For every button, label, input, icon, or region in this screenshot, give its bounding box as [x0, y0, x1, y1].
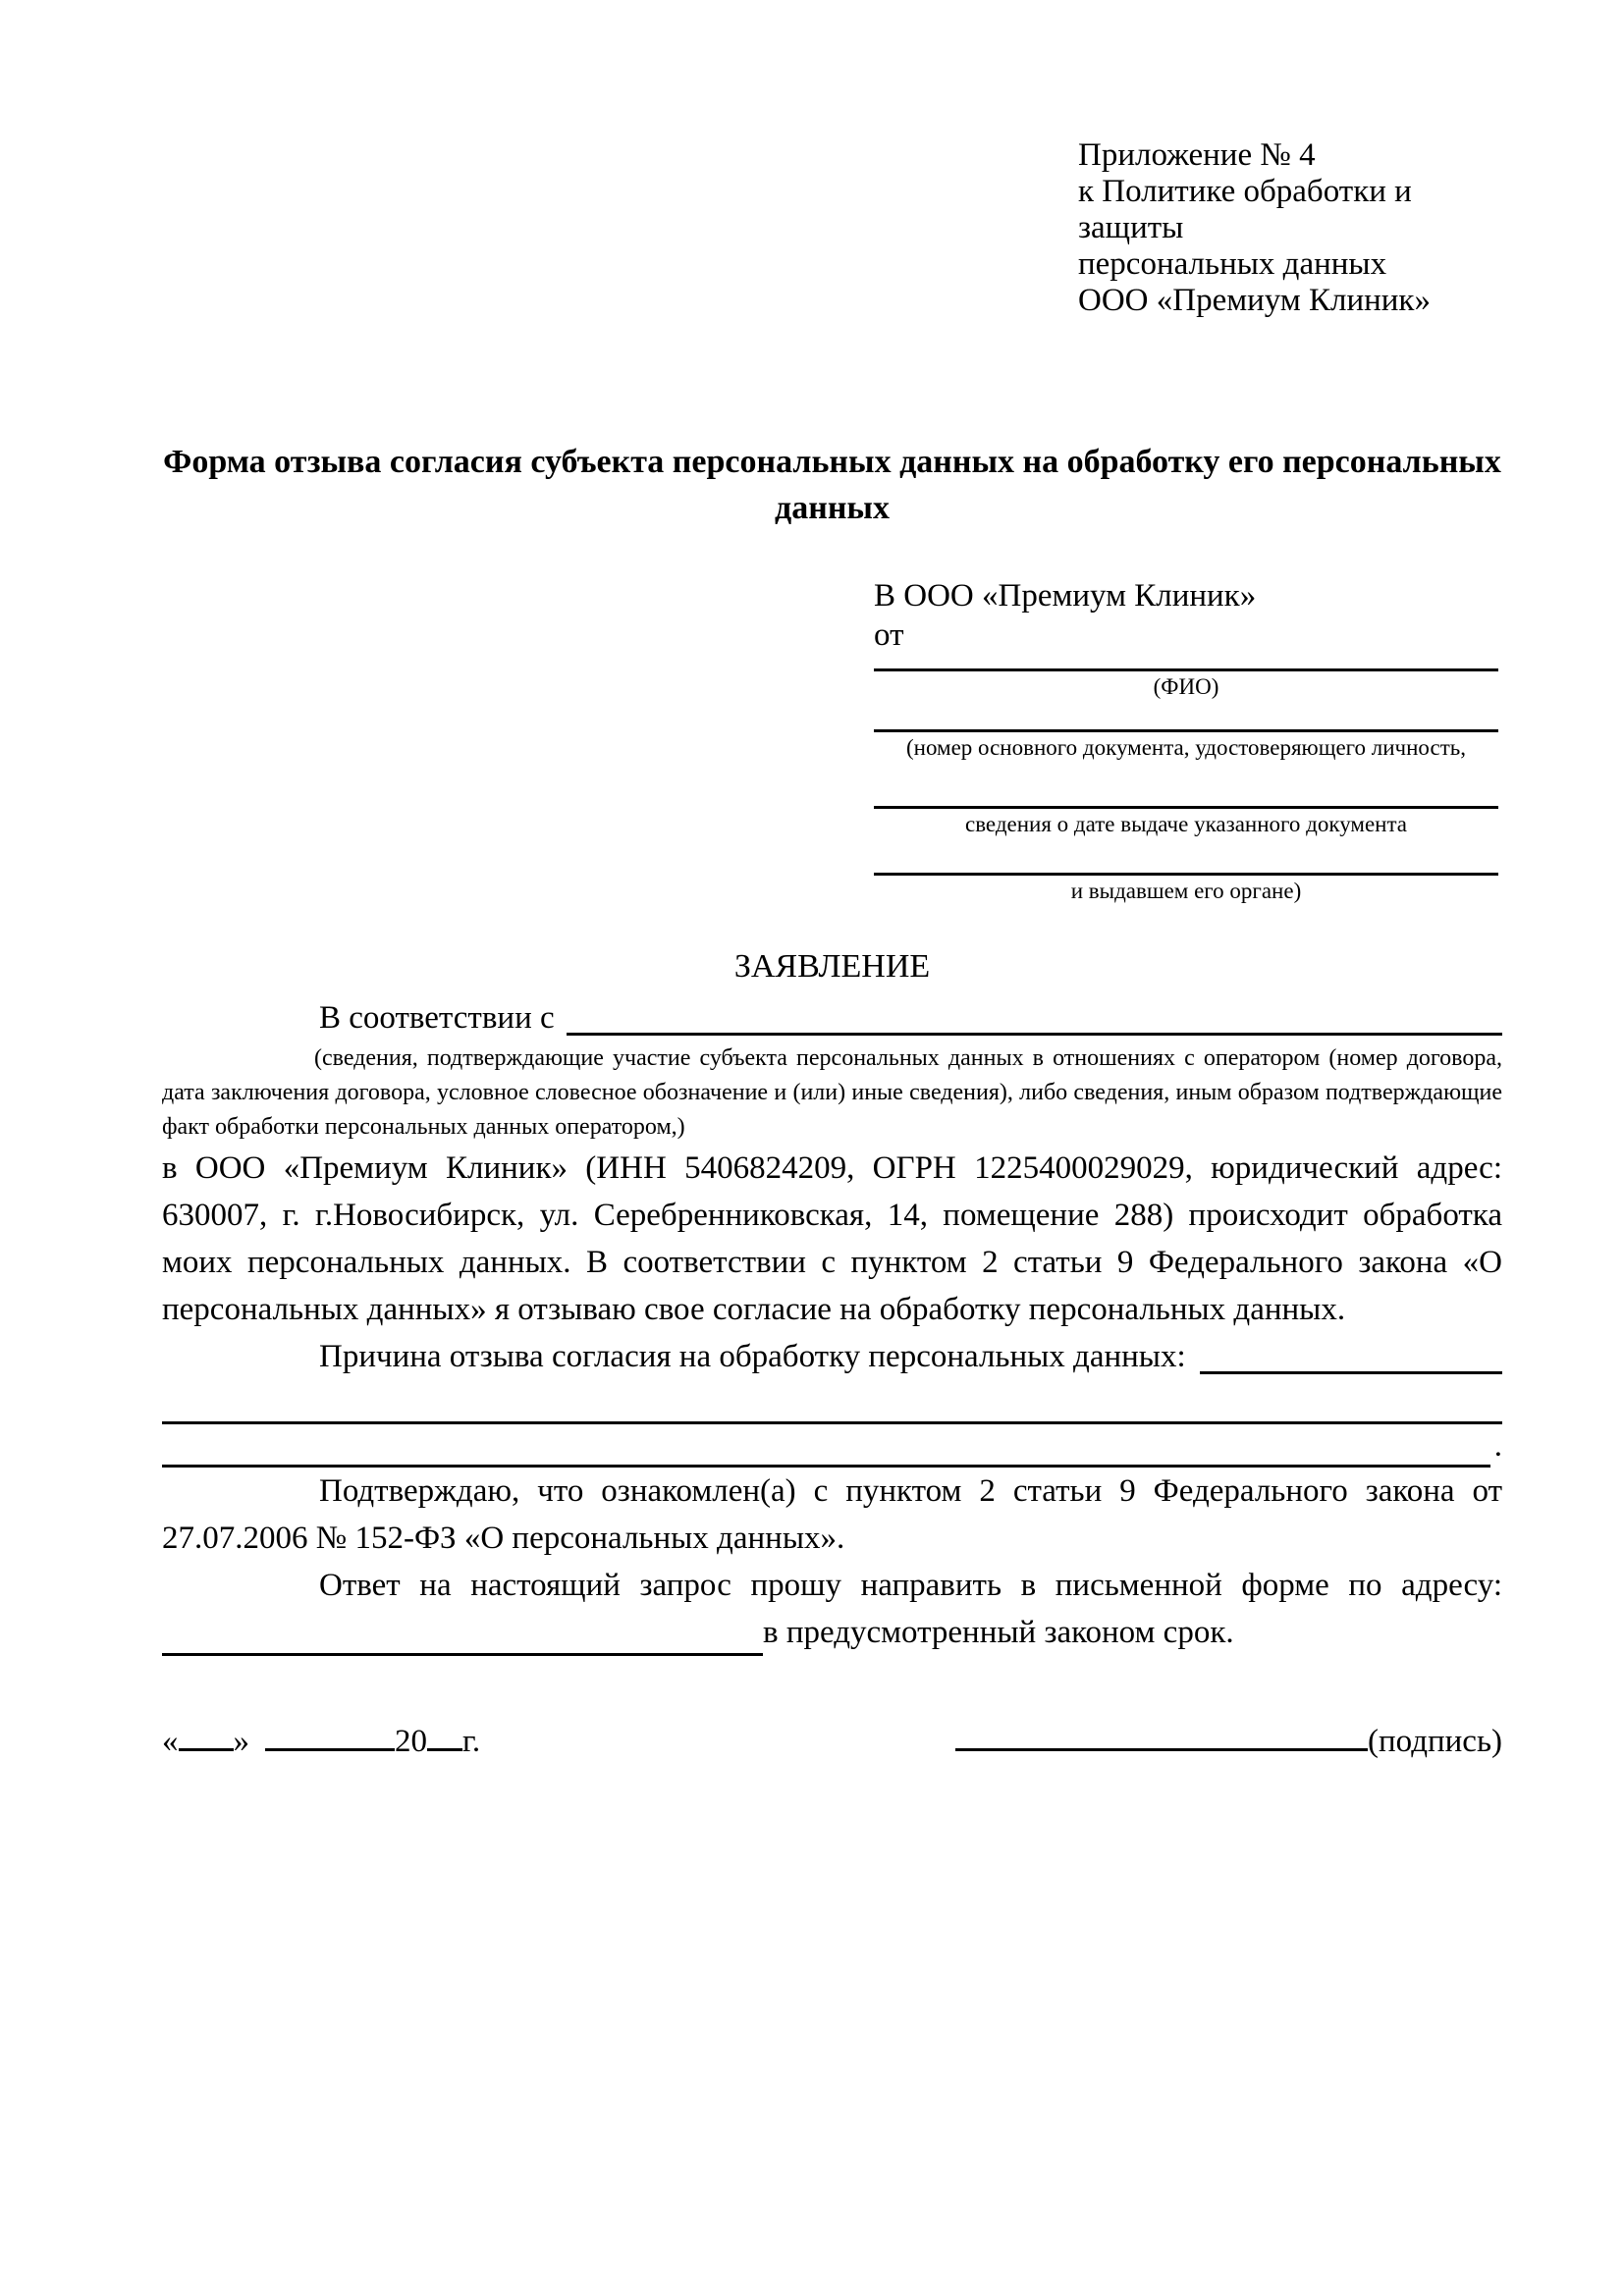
intro-row — [162, 994, 1502, 1041]
date-year-prefix: 20 — [395, 1724, 427, 1759]
document-content — [162, 137, 1502, 1766]
date-year-blank-line — [427, 1748, 462, 1751]
issuing-authority-caption: и выдавшем его органе) — [1070, 879, 1302, 903]
reason-label: Причина отзыва согласия на обработку персональных данных: — [319, 1339, 1186, 1374]
address-blank-line — [162, 1609, 763, 1656]
reason-blank-line-1 — [1200, 1333, 1502, 1374]
date-quote-open: « — [162, 1724, 179, 1759]
intro-footnote: (сведения, подтверждающие участие субъекта персональных данных в отношениях с оператором (номер договора, дата заключения договора, условное словесное обозначение и (или) иные сведения), либо сведения, иным образом подтверждающие факт обработки персональных данных оператором,) — [162, 1045, 1502, 1140]
document-number-blank-line — [874, 700, 1498, 732]
date-quote-close: » — [233, 1724, 249, 1759]
reason-blank-line-3 — [162, 1424, 1490, 1468]
field-issue-date — [874, 761, 1498, 837]
signature-blank-line — [955, 1748, 1368, 1751]
response-address-row — [162, 1609, 1502, 1656]
date-field — [162, 1717, 480, 1766]
signature-field — [955, 1717, 1502, 1766]
reason-row — [162, 1333, 1502, 1380]
fio-caption: (ФИО) — [1153, 674, 1219, 699]
intro-label: В соответствии с — [319, 1000, 555, 1036]
reason-blank-line-2 — [162, 1380, 1502, 1424]
addressee-to: В ООО «Премиум Клиник» — [874, 578, 1257, 614]
reason-blank-line-3-row — [162, 1424, 1502, 1468]
field-issuing-authority — [874, 837, 1498, 904]
field-document-number — [874, 700, 1498, 761]
addressee-block — [874, 576, 1498, 904]
intro-blank-line — [567, 994, 1502, 1036]
header-note-line-3: персональных данных — [1078, 246, 1387, 282]
addressee-from: от — [874, 617, 904, 653]
document-number-caption: (номер основного документа, удостоверяющего личность, — [905, 735, 1466, 760]
header-note-line-1: Приложение № 4 — [1078, 137, 1316, 173]
statement-heading: ЗАЯВЛЕНИЕ — [733, 948, 931, 985]
reason-period: . — [1493, 1428, 1502, 1464]
issue-date-blank-line — [874, 761, 1498, 809]
response-tail: в предусмотренный законом срок. — [763, 1615, 1234, 1650]
header-note-line-4: ООО «Премиум Клиник» — [1078, 283, 1431, 318]
date-day-blank-line — [179, 1748, 234, 1751]
date-year-label: г. — [462, 1724, 481, 1759]
response-request-line: Ответ на настоящий запрос прошу направить в письменной форме по адресу: — [319, 1568, 1502, 1603]
date-signature-row — [162, 1717, 1502, 1766]
document-title: Форма отзыва согласия субъекта персональных данных на обработку его персональных данных — [163, 444, 1501, 526]
field-fio — [874, 655, 1498, 700]
fio-blank-line — [874, 655, 1498, 671]
header-note — [1078, 137, 1502, 319]
confirmation-paragraph: Подтверждаю, что ознакомлен(а) с пунктом 2 статьи 9 Федерального закона от 27.07.2006 № 152-ФЗ «О персональных данных». — [162, 1473, 1502, 1556]
body-paragraph: в ООО «Премиум Клиник» (ИНН 5406824209, ОГРН 1225400029029, юридический адрес: 630007, г. г.Новосибирск, ул. Серебренниковская, 14, помещение 288) происходит обработка моих персональных данных. В соответствии с пунктом 2 статьи 9 Федерального закона «О персональных данных» я отзываю свое согласие на обработку персональных данных. — [162, 1150, 1502, 1327]
issuing-authority-blank-line — [874, 837, 1498, 876]
signature-caption: (подпись) — [1368, 1724, 1502, 1759]
date-month-blank-line — [265, 1748, 395, 1751]
header-note-line-2: к Политике обработки и защиты — [1078, 174, 1412, 245]
issue-date-caption: сведения о дате выдаче указанного документа — [964, 812, 1408, 836]
